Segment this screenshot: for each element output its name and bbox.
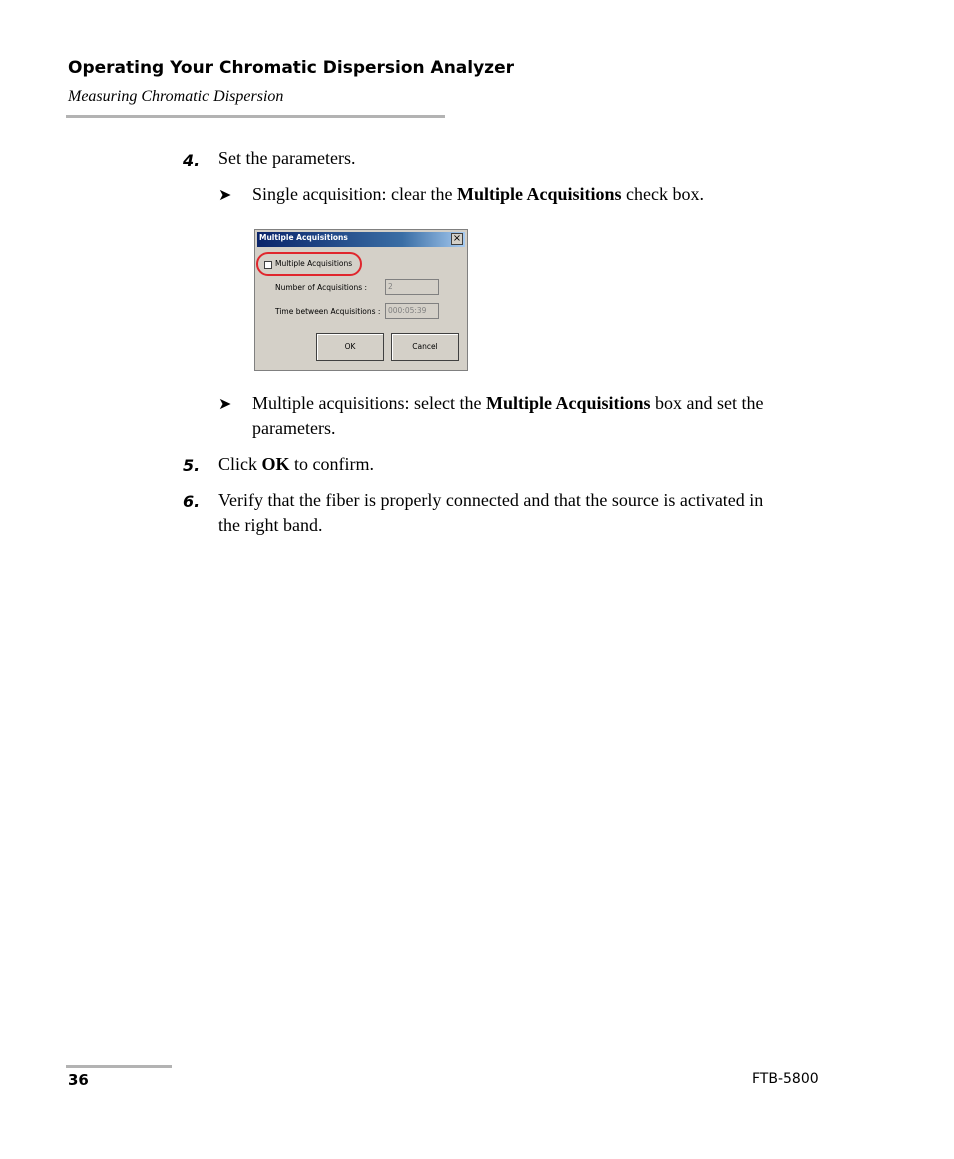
product-name: FTB-5800: [752, 1071, 819, 1087]
step-text-4: Set the parameters.: [218, 148, 356, 168]
multiple-acquisitions-dialog: [254, 229, 468, 371]
step-text-5: [218, 452, 818, 477]
step5-pre: Click: [218, 454, 262, 474]
bullet-text-bold: Multiple Acquisitions: [456, 184, 622, 204]
section-subtitle: Measuring Chromatic Dispersion: [68, 88, 284, 105]
step-number-6: 6.: [183, 492, 201, 511]
time-between-acquisitions-input[interactable]: 000:05:39: [385, 303, 439, 319]
close-icon[interactable]: ×: [452, 233, 462, 244]
bullet-text-pre: Single acquisition: clear the: [252, 184, 457, 204]
number-of-acquisitions-input[interactable]: 2: [385, 279, 439, 295]
time-between-acquisitions-label: Time between Acquisitions :: [275, 307, 381, 316]
checkbox-label: Multiple Acquisitions: [275, 259, 353, 268]
multiple-acquisitions-checkbox[interactable]: [264, 261, 272, 269]
header-rule: [66, 115, 445, 118]
page-number: 36: [68, 1071, 89, 1089]
number-of-acquisitions-label: Number of Acquisitions :: [275, 283, 368, 292]
bullet-text-pre: Multiple acquisitions: select the: [252, 393, 486, 413]
footer-rule: [66, 1065, 172, 1068]
step-number-5: 5.: [183, 456, 201, 475]
cancel-button[interactable]: Cancel: [391, 333, 459, 361]
bullet-text-post: box and set the parameters.: [252, 393, 764, 438]
step5-bold: OK: [261, 454, 290, 474]
bullet-text-bold: Multiple Acquisitions: [485, 393, 651, 413]
chapter-title: Operating Your Chromatic Dispersion Analyzer: [68, 58, 514, 78]
bullet-single-acquisition: [252, 182, 822, 207]
step-text-6: Verify that the fiber is properly connected and that the source is activated in the right band.: [218, 490, 764, 535]
ok-button[interactable]: OK: [316, 333, 384, 361]
bullet-arrow-icon: ➤: [218, 187, 232, 204]
dialog-titlebar: [257, 232, 465, 247]
step5-post: to confirm.: [289, 454, 374, 474]
bullet-multiple-acquisitions: [252, 391, 822, 441]
bullet-arrow-icon: ➤: [218, 396, 232, 413]
bullet-text-post: check box.: [621, 184, 704, 204]
step-number-4: 4.: [183, 151, 201, 170]
dialog-title: Multiple Acquisitions: [259, 233, 348, 242]
